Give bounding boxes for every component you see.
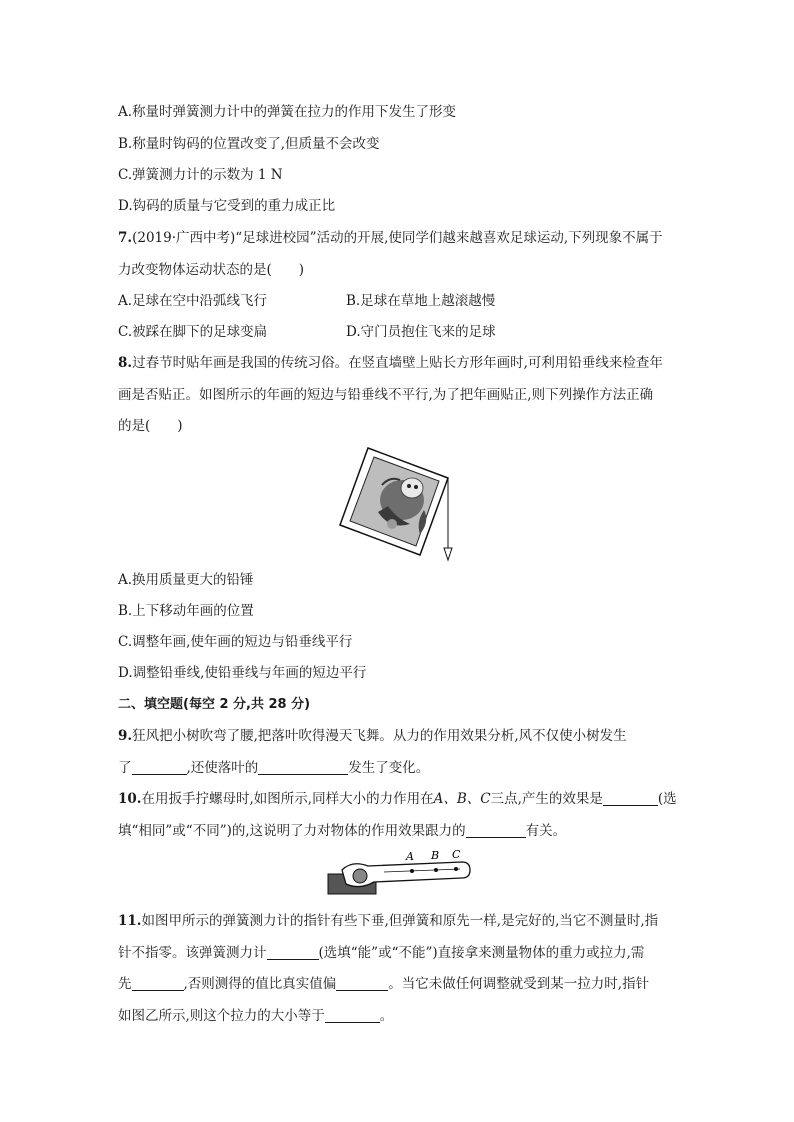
q8-stem-line2: 画是否贴正。如图所示的年画的短边与铅垂线不平行,为了把年画贴正,则下列操作方法正确 (118, 387, 654, 403)
q7-stem-line2: 力改变物体运动状态的是( ) (118, 262, 305, 278)
q8-option-a: A.换用质量更大的铅锤 (118, 572, 254, 588)
q11-text-2b: (选填“能”或“不能”)直接拿来测量物体的重力或拉力,需 (318, 945, 645, 961)
q7-number: 7. (118, 230, 133, 246)
q11-text-3b: ,否则测得的值比真实值偏 (183, 976, 337, 992)
q11-blank-3[interactable] (336, 976, 388, 991)
q8-option-b: B.上下移动年画的位置 (118, 603, 254, 619)
wrench-figure (324, 848, 474, 900)
tilted-painting (340, 448, 448, 555)
q8-number: 8. (118, 355, 133, 371)
q10-stem-line2 (118, 822, 566, 840)
q7-text-1: (2019·广西中考)“足球进校园”活动的开展,使同学们越来越喜欢足球运动,下列现象不属于 (132, 230, 663, 246)
q9-stem-line1 (118, 727, 627, 745)
q6-option-d: D.钩码的质量与它受到的重力成正比 (118, 198, 336, 214)
q9-number: 9. (118, 728, 133, 744)
label-b: B (431, 849, 440, 862)
q11-stem-line1 (118, 912, 658, 930)
label-c: C (452, 848, 461, 861)
q11-number: 11. (118, 913, 142, 929)
q10-text-2a: 填“相同”或“不同”)的,这说明了力对物体的作用效果跟力的 (118, 823, 466, 839)
q8-text-1: 过春节时贴年画是我国的传统习俗。在竖直墙壁上贴长方形年画时,可利用铅垂线来检查年 (132, 355, 663, 371)
wrench-nut (353, 869, 367, 883)
q11-text-2a: 针不指零。该弹簧测力计 (118, 945, 267, 961)
q8-stem-line1 (118, 354, 663, 372)
q7-option-c: C.被踩在脚下的足球变扁 (118, 324, 268, 340)
q10-text-1c: 三点,产生的效果是 (490, 791, 603, 807)
q9-stem-line2 (118, 759, 429, 777)
q7-option-d: D.守门员抱住飞来的足球 (346, 324, 496, 340)
q11-blank-4[interactable] (325, 1008, 380, 1023)
new-year-painting-figure (330, 440, 470, 565)
q8-option-d: D.调整铅垂线,使铅垂线与年画的短边平行 (118, 665, 367, 681)
section-fill-in-heading: 二、填空题(每空 2 分,共 28 分) (118, 697, 311, 712)
q10-text-1d: (选 (657, 791, 677, 807)
q7-option-b: B.足球在草地上越滚越慢 (346, 293, 496, 309)
plumb-bob (444, 548, 452, 560)
point-a-dot (410, 869, 414, 873)
q11-stem-line4 (118, 1007, 393, 1025)
q11-stem-line3 (118, 975, 649, 993)
point-c-dot (454, 867, 458, 871)
q11-text-3a: 先 (118, 976, 132, 992)
q11-stem-line2 (118, 944, 644, 962)
q11-text-1: 如图甲所示的弹簧测力计的指针有些下垂,但弹簧和原先一样,是完好的,当它不测量时,指 (141, 913, 659, 929)
q11-text-4a: 如图乙所示,则这个拉力的大小等于 (118, 1008, 325, 1024)
q9-blank-2[interactable] (258, 760, 348, 775)
q10-blank-1[interactable] (603, 791, 658, 806)
q9-text-2a: 了 (118, 760, 132, 776)
q7-stem-line1 (118, 229, 663, 247)
q8-option-c: C.调整年画,使年画的短边与铅垂线平行 (118, 634, 353, 650)
q10-text-2b: 有关。 (525, 823, 567, 839)
q9-text-2b: ,还使落叶的 (186, 760, 259, 776)
q10-text-1a: 在用扳手拧螺母时,如图所示,同样大小的力作用在 (141, 791, 434, 807)
q10-blank-2[interactable] (466, 823, 526, 838)
q10-stem-line1 (118, 790, 677, 808)
point-b-dot (434, 868, 438, 872)
q11-text-3c: 。当它未做任何调整就受到某一拉力时,指针 (388, 976, 650, 992)
q9-blank-1[interactable] (132, 760, 187, 775)
q9-text-1: 狂风把小树吹弯了腰,把落叶吹得漫天飞舞。从力的作用效果分析,风不仅使小树发生 (132, 728, 627, 744)
q6-option-a: A.称量时弹簧测力计中的弹簧在拉力的作用下发生了形变 (118, 104, 457, 120)
q11-blank-1[interactable] (267, 945, 319, 960)
q11-blank-2[interactable] (132, 976, 184, 991)
q7-option-a: A.足球在空中沿弧线飞行 (118, 293, 268, 309)
q10-points-abc: A、B、C (433, 791, 491, 807)
q9-text-2c: 发生了变化。 (348, 760, 430, 776)
q6-option-c: C.弹簧测力计的示数为 1 N (118, 167, 283, 183)
q11-text-4b: 。 (379, 1008, 394, 1024)
label-a: A (406, 850, 414, 863)
q8-stem-line3: 的是( ) (118, 418, 183, 434)
q10-number: 10. (118, 791, 142, 807)
q6-option-b: B.称量时钩码的位置改变了,但质量不会改变 (118, 136, 380, 152)
